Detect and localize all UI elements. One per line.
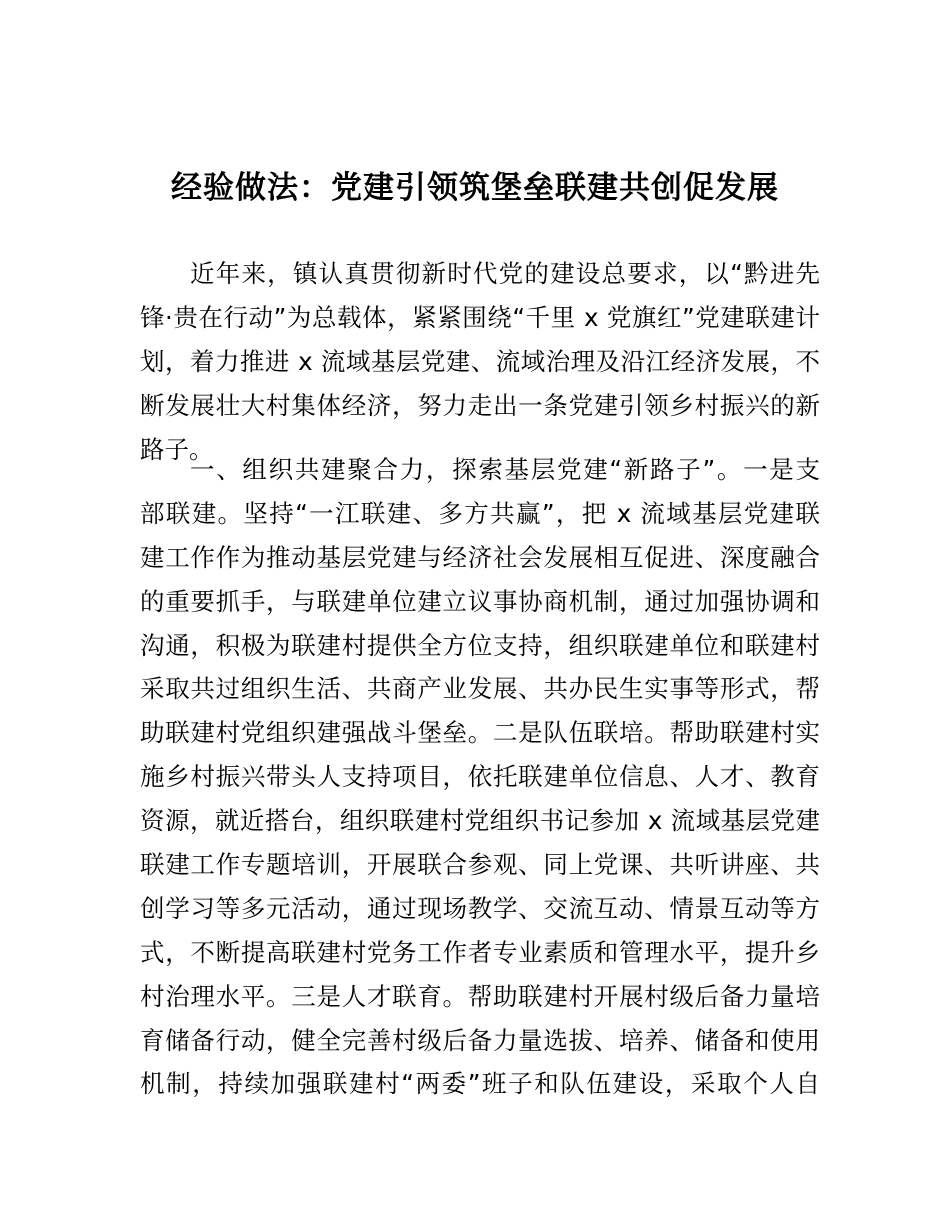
text-line: 联建工作专题培训，开展联合参观、同上党课、共听讲座、共 (140, 850, 820, 880)
text-line: 建工作作为推动基层党建与经济社会发展相互促进、深度融合 (140, 542, 820, 572)
text-line: 机制，持续加强联建村“两委”班子和队伍建设，采取个人自 (140, 1069, 820, 1099)
text-line: 部联建。坚持“一江联建、多方共赢”，把 x 流域基层党建联 (140, 498, 820, 528)
text-line: 沟通，积极为联建村提供全方位支持，组织联建单位和联建村 (140, 630, 820, 660)
text-line: 施乡村振兴带头人支持项目，依托联建单位信息、人才、教育 (140, 762, 820, 792)
text-line: 育储备行动，健全完善村级后备力量选拔、培养、储备和使用 (140, 1025, 820, 1055)
text-line: 断发展壮大村集体经济，努力走出一条党建引领乡村振兴的新 (140, 390, 820, 420)
paragraph-section-one (140, 448, 820, 1106)
text-line: 锋·贵在行动”为总载体，紧紧围绕“千里 x 党旗红”党建联建计 (140, 302, 820, 332)
text-line: 创学习等多元活动，通过现场教学、交流互动、情景互动等方 (140, 893, 820, 923)
text-line: 划，着力推进 x 流域基层党建、流域治理及沿江经济发展，不 (140, 346, 820, 376)
text-line: 一、组织共建聚合力，探索基层党建“新路子”。一是支 (190, 455, 820, 484)
paragraph-intro (140, 252, 820, 471)
text-line: 助联建村党组织建强战斗堡垒。二是队伍联培。帮助联建村实 (140, 718, 820, 748)
text-line: 村治理水平。三是人才联育。帮助联建村开展村级后备力量培 (140, 981, 820, 1011)
text-line: 资源，就近搭台，组织联建村党组织书记参加 x 流域基层党建 (140, 806, 820, 836)
text-line: 采取共过组织生活、共商产业发展、共办民生实事等形式，帮 (140, 674, 820, 704)
text-line: 近年来，镇认真贯彻新时代党的建设总要求，以“黔进先 (190, 259, 820, 288)
document-title: 经验做法：党建引领筑堡垒联建共创促发展 (171, 170, 779, 206)
text-line: 式，不断提高联建村党务工作者专业素质和管理水平，提升乡 (140, 937, 820, 967)
text-line: 的重要抓手，与联建单位建立议事协商机制，通过加强协调和 (140, 586, 820, 616)
text-line: 路子。 (140, 434, 214, 464)
